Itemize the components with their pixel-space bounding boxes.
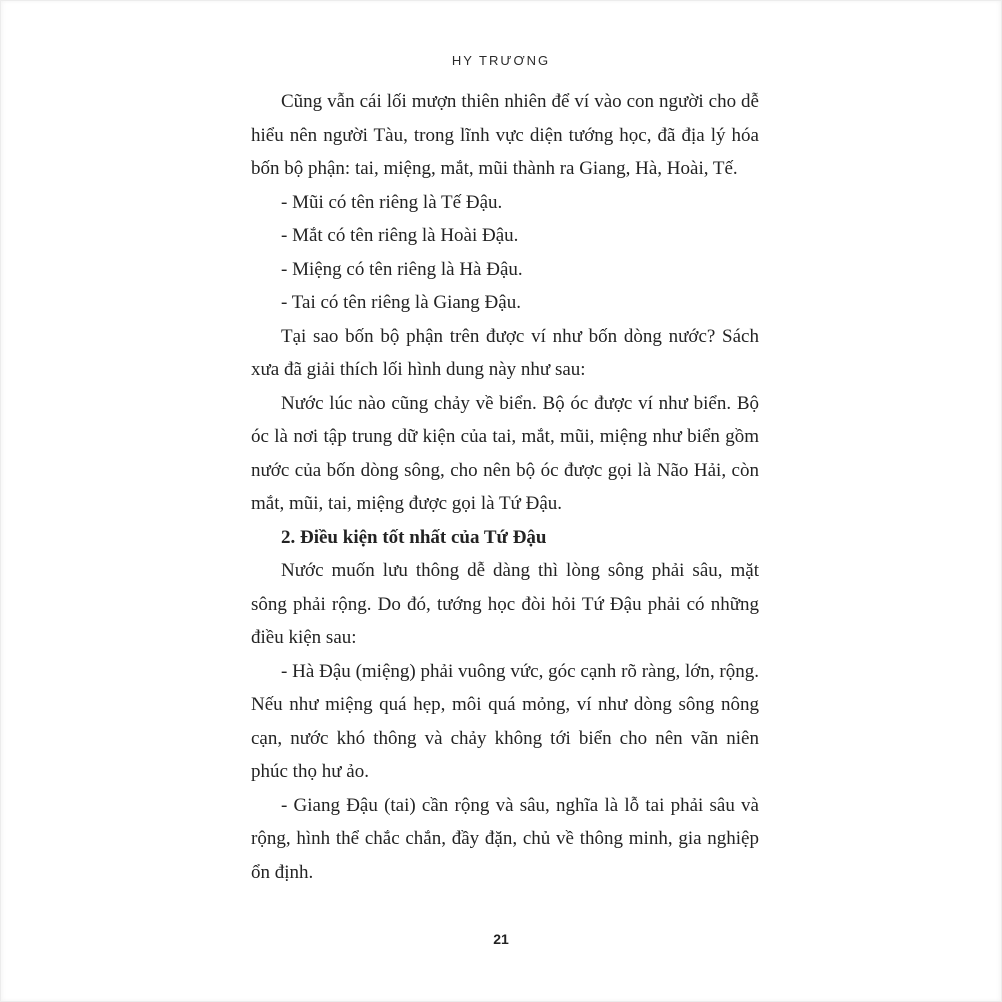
paragraph: Nước lúc nào cũng chảy về biển. Bộ óc được ví như biển. Bộ óc là nơi tập trung dữ kiện của tai, mắt, mũi, miệng như biển gồm nước của bốn dòng sông, cho nên bộ óc được gọi là Não Hải, còn mắt, mũi, tai, miệng được gọi là Tứ Đậu. <box>251 392 759 514</box>
section-heading: 2. Điều kiện tốt nhất của Tứ Đậu <box>281 526 547 548</box>
page-body <box>251 85 759 889</box>
paragraph: Tại sao bốn bộ phận trên được ví như bốn dòng nước? Sách xưa đã giải thích lối hình dung này như sau: <box>251 325 759 380</box>
running-header: HY TRƯƠNG <box>451 53 551 68</box>
paragraph: - Tai có tên riêng là Giang Đậu. <box>281 292 521 313</box>
paragraph: Nước muốn lưu thông dễ dàng thì lòng sông phải sâu, mặt sông phải rộng. Do đó, tướng học đòi hỏi Tứ Đậu phải có những điều kiện sau: <box>251 560 759 648</box>
paragraph: - Giang Đậu (tai) cần rộng và sâu, nghĩa là lỗ tai phải sâu và rộng, hình thể chắc chắn, đầy đặn, chủ về thông minh, gia nghiệp ổn định. <box>251 794 759 883</box>
paragraph: - Mắt có tên riêng là Hoài Đậu. <box>281 225 519 246</box>
paragraph: - Mũi có tên riêng là Tế Đậu. <box>281 191 503 213</box>
page-number: 21 <box>493 931 509 947</box>
paragraph: - Hà Đậu (miệng) phải vuông vức, góc cạnh rõ ràng, lớn, rộng. Nếu như miệng quá hẹp, môi quá mỏng, ví như dòng sông nông cạn, nước khó thông và chảy không tới biển cho nên vãn niên phúc thọ hư ảo. <box>251 660 759 782</box>
paragraph: - Miệng có tên riêng là Hà Đậu. <box>281 258 523 280</box>
paragraph: Cũng vẫn cái lối mượn thiên nhiên để ví vào con người cho dễ hiểu nên người Tàu, trong lĩnh vực diện tướng học, đã địa lý hóa bốn bộ phận: tai, miệng, mắt, mũi thành ra Giang, Hà, Hoài, Tế. <box>251 91 759 179</box>
